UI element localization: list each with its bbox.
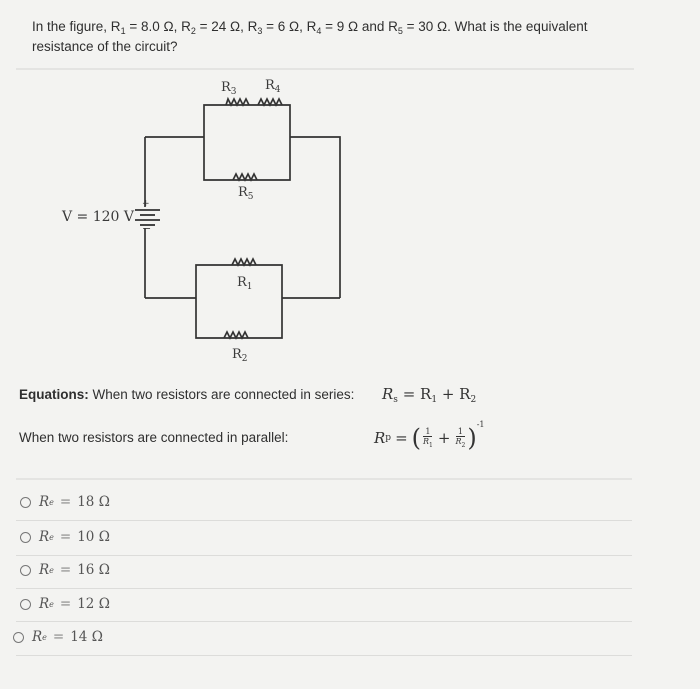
r2-label: $R_2$ bbox=[232, 347, 248, 364]
series-equation-label: Equations: When two resistors are connected in series: bbox=[19, 387, 355, 402]
option-divider bbox=[16, 520, 632, 521]
option-divider bbox=[16, 555, 632, 556]
battery-minus: − bbox=[142, 222, 152, 235]
answer-option-2[interactable]: R e = 10 Ω bbox=[20, 526, 110, 548]
answer-option-1[interactable]: R e = 18 Ω bbox=[20, 491, 110, 513]
answer-option-4[interactable]: R e = 12 Ω bbox=[20, 593, 110, 615]
question-text: In the figure, $R_1 = 8.0$ Ω, $R_2 = 24$ Ω, $R_3 = 6$ Ω, $R_4 = 9$ Ω and $R_5 = 30$ Ω. What is the equivalent resistance of the circuit? bbox=[32, 19, 588, 54]
series-formula: $R_s = R_1 + R_2$ bbox=[382, 385, 477, 405]
equations-divider bbox=[16, 478, 632, 480]
option-divider bbox=[16, 655, 632, 656]
parallel-equation-label: When two resistors are connected in parallel: bbox=[19, 430, 289, 445]
r1-label: $R_1$ bbox=[237, 275, 253, 292]
resistor-r4 bbox=[258, 99, 282, 105]
voltage-label: V = 120 V bbox=[62, 209, 135, 225]
resistor-r5 bbox=[233, 174, 257, 180]
answer-option-5[interactable]: R e = 14 Ω bbox=[13, 626, 103, 648]
wire-right bbox=[290, 137, 340, 298]
radio-button[interactable] bbox=[20, 565, 31, 576]
parallel-formula: R p = ( 1 $R_1$ + $\frac{1}{R_2}$ ) -1 bbox=[374, 419, 485, 452]
wire-r3-r4-branch bbox=[204, 105, 290, 137]
radio-button[interactable] bbox=[20, 532, 31, 543]
answer-option-3[interactable]: R e = 16 Ω bbox=[20, 559, 110, 581]
option-divider bbox=[16, 588, 632, 589]
r4-label: $R_4$ bbox=[265, 78, 281, 95]
radio-button[interactable] bbox=[13, 632, 24, 643]
radio-button[interactable] bbox=[20, 599, 31, 610]
resistor-r1 bbox=[232, 259, 256, 265]
resistor-r3 bbox=[226, 99, 249, 105]
option-divider bbox=[16, 621, 632, 622]
wire-r5-branch bbox=[204, 137, 290, 180]
battery-symbol bbox=[135, 137, 160, 298]
battery-plus: + bbox=[142, 199, 150, 209]
resistor-r2 bbox=[224, 332, 248, 338]
radio-button[interactable] bbox=[20, 497, 31, 508]
r3-label: $R_3$ bbox=[221, 80, 237, 97]
r5-label: $R_5$ bbox=[238, 185, 254, 202]
